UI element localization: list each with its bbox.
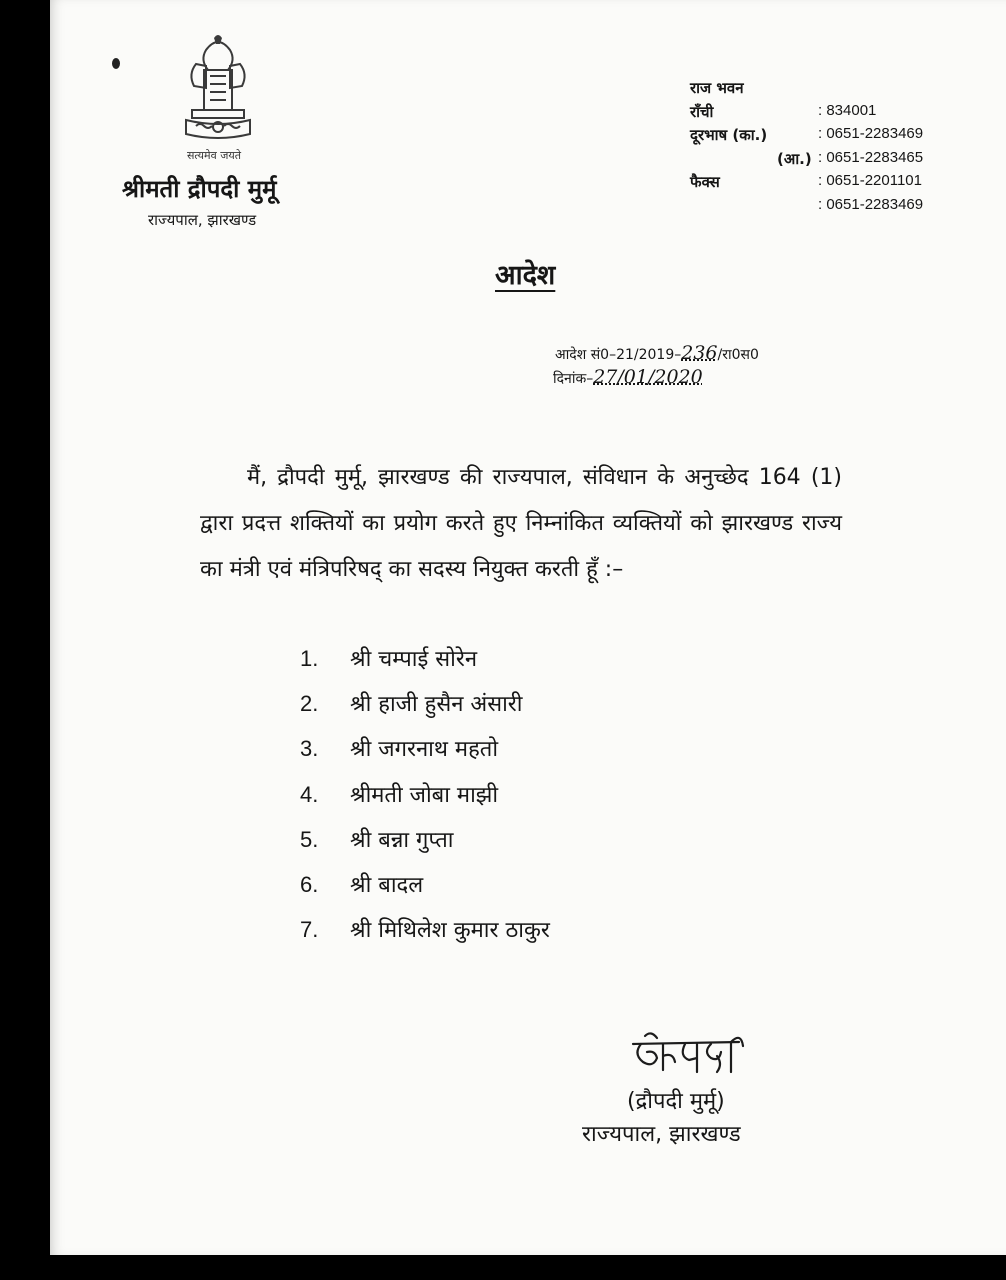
fax-label: फैक्स (690, 173, 720, 192)
state-emblem-icon (178, 30, 258, 148)
reference-suffix: /रा0स0 (717, 347, 759, 363)
appointee-name: श्री हाजी हुसैन अंसारी (350, 692, 523, 718)
date-label: दिनांक– (553, 371, 594, 387)
appointee-name: श्री बन्ना गुप्ता (350, 827, 454, 853)
order-date (553, 366, 703, 388)
list-item (300, 681, 550, 726)
item-number: 1. (300, 646, 319, 671)
reference-prefix: आदेश सं0–21/2019– (555, 347, 682, 363)
list-item (300, 907, 550, 952)
phone-office-value: : 0651-2283469 (818, 125, 924, 143)
appointee-name: श्रीमती जोबा माझी (350, 782, 499, 808)
appointee-name: श्री चम्पाई सोरेन (350, 647, 478, 672)
pincode-value: : 834001 (818, 101, 877, 119)
list-item (300, 862, 550, 907)
date-value: 27/01/2020 (593, 366, 703, 388)
address-label: राज भवन (690, 79, 744, 97)
reference-number: 236 (681, 342, 718, 364)
document-page (50, 0, 1006, 1255)
phone-residence-value: : 0651-2283465 (818, 148, 924, 166)
appointee-name: श्री जगरनाथ महतो (350, 737, 499, 763)
signatory-title: राज्यपाल, झारखण्ड (582, 1122, 741, 1147)
body-paragraph: मैं, द्रौपदी मुर्मू, झारखण्ड की राज्यपाल, संविधान के अनुच्छेद 164 (1) द्वारा प्रदत्त शक्तियों का प्रयोग करते हुए निम्नांकित व्यक्तियों को झारखण्ड राज्य का मंत्री एवं मंत्रिपरिषद् का सदस्य नियुक्त करती हूँ :– (200, 465, 842, 582)
appointee-name: श्री मिथिलेश कुमार ठाकुर (350, 918, 550, 944)
handwritten-signature (627, 1030, 747, 1078)
order-heading: आदेश (495, 260, 556, 291)
list-item (300, 636, 550, 681)
appointee-list (300, 636, 550, 952)
list-item (300, 772, 550, 817)
phone-office-label: दूरभाष (का.) (690, 126, 768, 145)
item-number: 3. (300, 736, 319, 762)
item-number: 5. (300, 826, 319, 852)
scan-mark (112, 58, 120, 69)
item-number: 4. (300, 781, 319, 807)
item-number: 6. (300, 871, 319, 897)
item-number: 2. (300, 691, 319, 717)
signatory-name: (द्रौपदी मुर्मू) (627, 1089, 725, 1114)
fax-value-2: : 0651-2283469 (818, 195, 924, 213)
phone-residence-label: (आ.) (777, 149, 812, 168)
sender-name: श्रीमती द्रौपदी मुर्मू (122, 175, 277, 203)
sender-title: राज्यपाल, झारखण्ड (148, 211, 257, 229)
order-reference (555, 342, 759, 364)
list-item (300, 817, 550, 862)
address-label: राँची (690, 102, 714, 121)
order-body (200, 455, 842, 593)
appointee-name: श्री बादल (350, 872, 424, 898)
item-number: 7. (300, 917, 319, 943)
fax-value: : 0651-2201101 (818, 172, 922, 190)
emblem-motto: सत्यमेव जयते (187, 149, 242, 162)
list-item (300, 726, 550, 771)
